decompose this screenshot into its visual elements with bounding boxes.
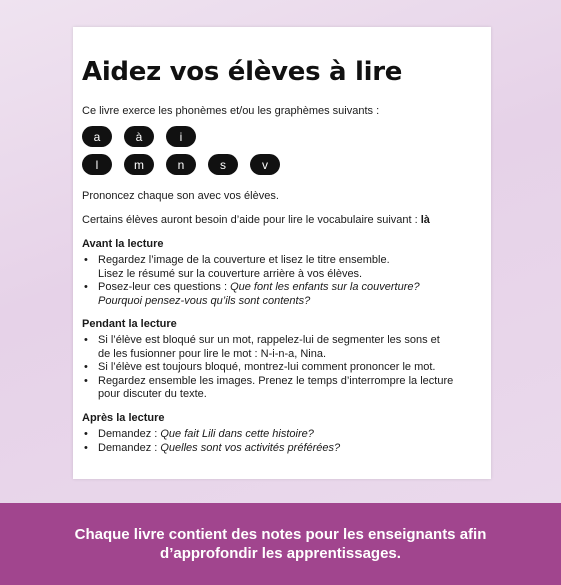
- phoneme-chip: m: [124, 154, 154, 175]
- list-item: [82, 375, 482, 402]
- list-item-text: de les fusionner pour lire le mot : N-i-n-a, Nina.: [98, 347, 327, 360]
- phoneme-chip: a: [82, 126, 112, 147]
- list-item: [82, 254, 482, 281]
- list-item-text: Demandez :: [98, 441, 161, 454]
- list-item-text: Si l’élève est bloqué sur un mot, rappelez-lui de segmenter les sons et: [98, 334, 440, 346]
- phoneme-chip: i: [166, 126, 196, 147]
- phoneme-chip: l: [82, 154, 112, 175]
- list-item-text: Demandez :: [98, 428, 161, 440]
- section-heading-before-reading: Avant la lecture: [82, 238, 164, 250]
- page-title: Aidez vos élèves à lire: [82, 57, 403, 87]
- vocabulary-word: là: [420, 214, 430, 226]
- list-item-text: Regardez l’image de la couverture et lisez le titre ensemble.: [98, 254, 390, 266]
- list-item-text: Posez-leur ces questions :: [98, 281, 231, 293]
- list-item-text: Si l’élève est toujours bloqué, montrez-lui comment prononcer le mot.: [98, 361, 436, 373]
- list-item-text: Regardez ensemble les images. Prenez le temps d’interrompre la lecture: [98, 374, 454, 387]
- caption-banner: [0, 503, 561, 585]
- during-reading-list: [82, 334, 482, 402]
- caption-text: Chaque livre contient des notes pour les enseignants afin d’approfondir les apprentissages.: [74, 526, 487, 562]
- section-heading-during-reading: Pendant la lecture: [82, 318, 177, 330]
- phoneme-chip: v: [250, 154, 280, 175]
- list-item: [82, 281, 482, 308]
- list-item: [82, 428, 482, 442]
- question-text: Que fait Lili dans cette histoire?: [160, 428, 314, 440]
- after-reading-list: [82, 428, 482, 455]
- vocabulary-text: Certains élèves auront besoin d’aide pour lire le vocabulaire suivant :: [82, 214, 421, 226]
- intro-text: Ce livre exerce les phonèmes et/ou les graphèmes suivants :: [82, 105, 380, 117]
- phoneme-chips-row-2: [82, 154, 280, 175]
- phoneme-chip: s: [208, 154, 238, 175]
- question-text: Quelles sont vos activités préférées?: [160, 441, 341, 454]
- list-item-text: pour discuter du texte.: [98, 388, 207, 400]
- pronounce-text: Prononcez chaque son avec vos élèves.: [82, 190, 279, 202]
- list-item: [82, 442, 482, 456]
- list-item-text: Lisez le résumé sur la couverture arrière à vos élèves.: [98, 267, 363, 280]
- list-item: [82, 334, 482, 361]
- question-text: Que font les enfants sur la couverture?: [230, 281, 420, 293]
- vocabulary-line: [82, 214, 430, 226]
- before-reading-list: [82, 254, 482, 308]
- question-text: Pourquoi pensez-vous qu’ils sont contents?: [98, 294, 311, 307]
- section-heading-after-reading: Après la lecture: [82, 412, 165, 424]
- phoneme-chip: à: [124, 126, 154, 147]
- phoneme-chip: n: [166, 154, 196, 175]
- teacher-notes-page: [73, 27, 491, 479]
- list-item: [82, 361, 482, 375]
- phoneme-chips-row-1: [82, 126, 196, 147]
